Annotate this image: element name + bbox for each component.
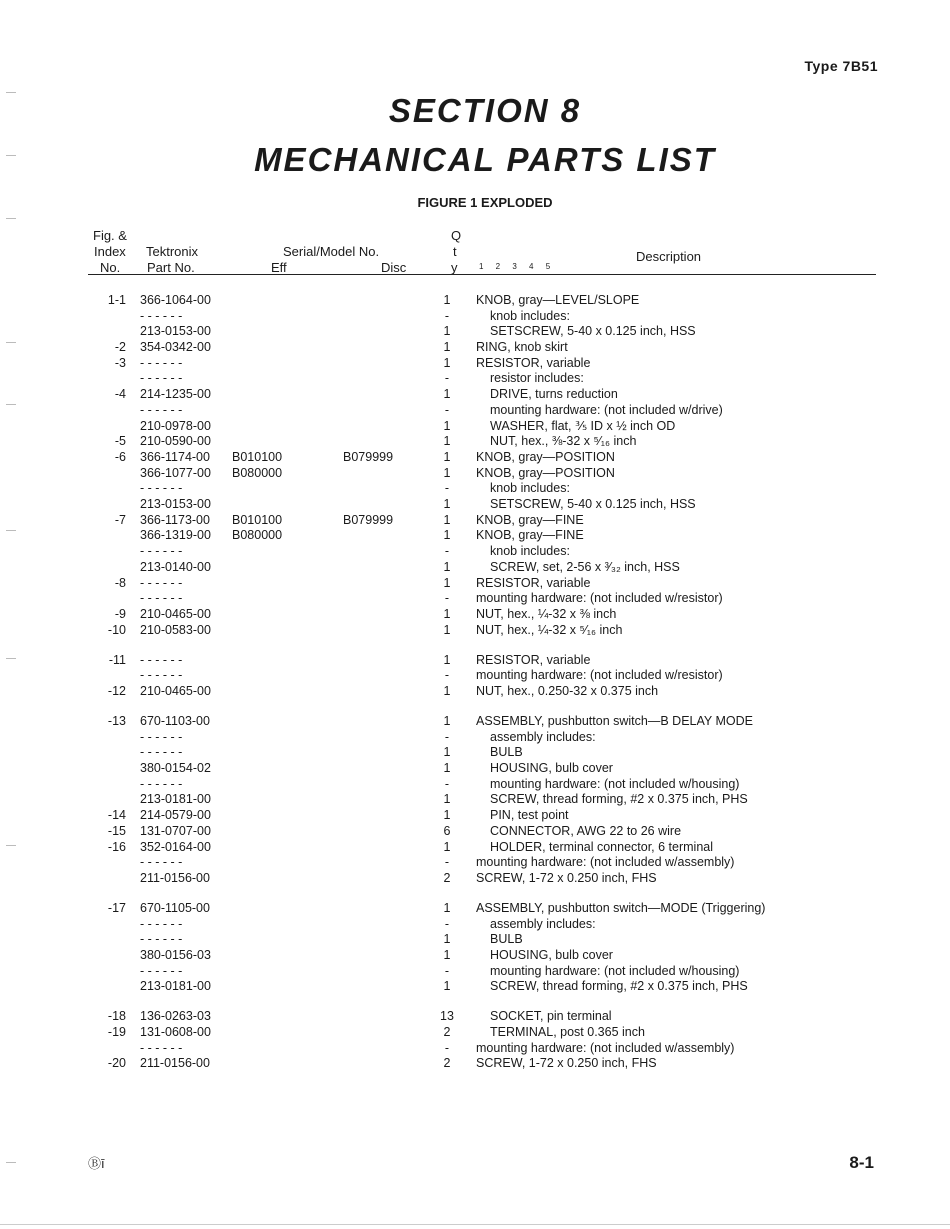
scan-edge-mark — [6, 658, 16, 659]
table-row — [0, 1008, 950, 1024]
scan-edge-mark — [6, 218, 16, 219]
table-row — [0, 1055, 950, 1071]
quantity-cell: 1 — [443, 653, 451, 667]
table-row — [0, 729, 950, 745]
description-cell: PIN, test point — [490, 808, 569, 822]
quantity-cell: - — [444, 403, 450, 417]
description-cell: mounting hardware: (not included w/resistor) — [476, 591, 723, 605]
table-row — [0, 870, 950, 886]
description-cell: knob includes: — [490, 544, 570, 558]
part-number-cell: - - - - - - — [140, 591, 183, 605]
table-row — [0, 916, 950, 932]
serial-disc-cell: B079999 — [343, 513, 394, 527]
serial-eff-cell: B010100 — [232, 450, 283, 464]
fig-index-cell: -19 — [107, 1025, 126, 1039]
description-cell: SCREW, thread forming, #2 x 0.375 inch, PHS — [490, 979, 748, 993]
quantity-cell: 1 — [443, 450, 451, 464]
part-number-cell: 210-0978-00 — [140, 419, 211, 433]
table-row — [0, 652, 950, 668]
serial-disc-cell: B079999 — [343, 450, 394, 464]
quantity-cell: - — [444, 544, 450, 558]
fig-index-cell: -20 — [107, 1056, 126, 1070]
quantity-cell: - — [444, 730, 450, 744]
col-eff: Eff — [271, 260, 287, 275]
table-row — [0, 931, 950, 947]
description-cell: KNOB, gray—POSITION — [476, 450, 615, 464]
quantity-cell: - — [444, 1041, 450, 1055]
table-row — [0, 512, 950, 528]
fig-index-cell: -2 — [114, 340, 126, 354]
description-cell: RESISTOR, variable — [476, 653, 591, 667]
part-number-cell: 213-0153-00 — [140, 497, 211, 511]
part-number-cell: 366-1173-00 — [140, 513, 210, 527]
document-type-label: Type 7B51 — [804, 58, 878, 74]
table-row — [0, 900, 950, 916]
table-row — [0, 667, 950, 683]
quantity-cell: 2 — [443, 871, 451, 885]
description-cell: SCREW, thread forming, #2 x 0.375 inch, PHS — [490, 792, 748, 806]
quantity-cell: - — [444, 371, 450, 385]
col-part-line2: Part No. — [147, 260, 195, 275]
description-cell: WASHER, flat, ⅗ ID x ½ inch OD — [490, 419, 676, 433]
description-cell: SETSCREW, 5-40 x 0.125 inch, HSS — [490, 497, 696, 511]
description-cell: BULB — [490, 745, 523, 759]
table-row — [0, 433, 950, 449]
quantity-cell: 2 — [443, 1056, 451, 1070]
figure-caption: FIGURE 1 EXPLODED — [417, 195, 553, 210]
scan-edge-mark — [6, 530, 16, 531]
fig-index-cell: -3 — [114, 356, 126, 370]
col-fig-line1: Fig. & — [93, 228, 127, 243]
scan-edge-mark — [6, 845, 16, 846]
table-row — [0, 854, 950, 870]
description-cell: KNOB, gray—FINE — [476, 513, 584, 527]
fig-index-cell: -15 — [107, 824, 126, 838]
quantity-cell: - — [444, 964, 450, 978]
part-number-cell: 211-0156-00 — [140, 871, 210, 885]
quantity-cell: 1 — [443, 901, 451, 915]
description-cell: NUT, hex., ¼-32 x ⅜ inch — [476, 607, 617, 621]
table-row — [0, 496, 950, 512]
part-number-cell: 380-0154-02 — [140, 761, 211, 775]
quantity-cell: 1 — [443, 684, 451, 698]
quantity-cell: 1 — [443, 808, 451, 822]
description-cell: ASSEMBLY, pushbutton switch—MODE (Triggering) — [476, 901, 766, 915]
description-cell: knob includes: — [490, 309, 570, 323]
quantity-cell: 6 — [443, 824, 451, 838]
fig-index-cell: -5 — [114, 434, 126, 448]
quantity-cell: 1 — [443, 979, 451, 993]
fig-index-cell: -11 — [108, 653, 126, 667]
part-number-cell: 214-1235-00 — [140, 387, 211, 401]
part-number-cell: 210-0465-00 — [140, 684, 211, 698]
description-cell: mounting hardware: (not included w/assembly) — [476, 855, 735, 869]
quantity-cell: 1 — [443, 513, 451, 527]
part-number-cell: - - - - - - — [140, 309, 183, 323]
description-cell: HOUSING, bulb cover — [490, 761, 613, 775]
scan-edge-mark — [6, 1162, 16, 1163]
table-row — [0, 418, 950, 434]
part-number-cell: 366-1174-00 — [140, 450, 210, 464]
part-number-cell: - - - - - - — [140, 855, 183, 869]
quantity-cell: 1 — [443, 324, 451, 338]
part-number-cell: 366-1319-00 — [140, 528, 211, 542]
part-number-cell: 366-1077-00 — [140, 466, 211, 480]
fig-index-cell: -16 — [107, 840, 126, 854]
table-row — [0, 590, 950, 606]
description-cell: KNOB, gray—POSITION — [476, 466, 615, 480]
fig-index-cell: -6 — [114, 450, 126, 464]
part-number-cell: - - - - - - — [140, 371, 183, 385]
table-row — [0, 465, 950, 481]
quantity-cell: 1 — [443, 745, 451, 759]
table-row — [0, 543, 950, 559]
part-number-cell: 211-0156-00 — [140, 1056, 210, 1070]
part-number-cell: 213-0181-00 — [140, 792, 211, 806]
part-number-cell: 213-0181-00 — [140, 979, 211, 993]
quantity-cell: 1 — [443, 497, 451, 511]
quantity-cell: - — [444, 309, 450, 323]
table-row — [0, 355, 950, 371]
table-row — [0, 339, 950, 355]
part-number-cell: - - - - - - — [140, 1041, 183, 1055]
quantity-cell: 1 — [443, 932, 451, 946]
page-bottom-edge — [0, 1224, 950, 1225]
table-row — [0, 323, 950, 339]
description-cell: SCREW, 1-72 x 0.250 inch, FHS — [476, 871, 657, 885]
part-number-cell: 670-1103-00 — [140, 714, 210, 728]
table-row — [0, 947, 950, 963]
table-row — [0, 559, 950, 575]
col-qty-line1: Q — [451, 228, 462, 243]
quantity-cell: 1 — [443, 356, 451, 370]
part-number-cell: 366-1064-00 — [140, 293, 211, 307]
fig-index-cell: -8 — [114, 576, 126, 590]
table-row — [0, 760, 950, 776]
part-number-cell: - - - - - - — [140, 403, 183, 417]
description-cell: NUT, hex., ¼-32 x ⁵⁄₁₆ inch — [476, 623, 623, 637]
table-row — [0, 606, 950, 622]
table-row — [0, 1040, 950, 1056]
col-serial-heading: Serial/Model No. — [283, 244, 380, 259]
section-heading: SECTION 8 — [388, 92, 582, 129]
part-number-cell: - - - - - - — [140, 932, 183, 946]
description-cell: mounting hardware: (not included w/assembly) — [476, 1041, 735, 1055]
table-row — [0, 713, 950, 729]
description-cell: mounting hardware: (not included w/resistor) — [476, 668, 723, 682]
quantity-cell: - — [444, 777, 450, 791]
scan-edge-mark — [6, 155, 16, 156]
quantity-cell: 1 — [443, 387, 451, 401]
fig-index-cell: 1-1 — [107, 293, 126, 307]
description-cell: SOCKET, pin terminal — [490, 1009, 612, 1023]
description-cell: KNOB, gray—LEVEL/SLOPE — [476, 293, 640, 307]
table-row — [0, 527, 950, 543]
table-row — [0, 776, 950, 792]
part-number-cell: - - - - - - — [140, 668, 183, 682]
table-row — [0, 823, 950, 839]
description-cell: SETSCREW, 5-40 x 0.125 inch, HSS — [490, 324, 696, 338]
part-number-cell: - - - - - - — [140, 356, 183, 370]
col-qty-line3: y — [451, 260, 458, 275]
table-row — [0, 839, 950, 855]
description-cell: knob includes: — [490, 481, 570, 495]
quantity-cell: 1 — [443, 840, 451, 854]
description-cell: RESISTOR, variable — [476, 576, 591, 590]
table-row — [0, 575, 950, 591]
description-cell: NUT, hex., 0.250-32 x 0.375 inch — [476, 684, 659, 698]
quantity-cell: 1 — [443, 761, 451, 775]
quantity-cell: 1 — [443, 293, 451, 307]
quantity-cell: 1 — [443, 528, 451, 542]
col-indent-digits: 1 2 3 4 5 — [479, 262, 556, 271]
part-number-cell: 214-0579-00 — [140, 808, 211, 822]
table-row — [0, 308, 950, 324]
fig-index-cell: -17 — [107, 901, 126, 915]
table-row — [0, 807, 950, 823]
quantity-cell: 1 — [443, 340, 451, 354]
description-cell: resistor includes: — [490, 371, 584, 385]
col-description: Description — [636, 249, 702, 264]
description-cell: DRIVE, turns reduction — [490, 387, 618, 401]
header-rule — [88, 274, 876, 275]
table-row — [0, 791, 950, 807]
part-number-cell: - - - - - - — [140, 544, 183, 558]
description-cell: assembly includes: — [490, 730, 596, 744]
fig-index-cell: -14 — [107, 808, 126, 822]
col-qty-line2: t — [453, 244, 457, 259]
scan-edge-mark — [6, 342, 16, 343]
quantity-cell: 1 — [443, 948, 451, 962]
page-number: 8-1 — [849, 1153, 874, 1172]
quantity-cell: 1 — [443, 434, 451, 448]
quantity-cell: - — [444, 917, 450, 931]
quantity-cell: 2 — [443, 1025, 451, 1039]
col-fig-line3: No. — [100, 260, 121, 275]
part-number-cell: - - - - - - — [140, 481, 183, 495]
description-cell: mounting hardware: (not included w/drive) — [490, 403, 723, 417]
part-number-cell: - - - - - - — [140, 653, 183, 667]
fig-index-cell: -18 — [107, 1009, 126, 1023]
fig-index-cell: -4 — [114, 387, 126, 401]
quantity-cell: 1 — [443, 607, 451, 621]
fig-index-cell: -13 — [107, 714, 126, 728]
part-number-cell: 131-0707-00 — [140, 824, 211, 838]
quantity-cell: 1 — [443, 623, 451, 637]
quantity-cell: 1 — [443, 714, 451, 728]
part-number-cell: 354-0342-00 — [140, 340, 211, 354]
table-row — [0, 622, 950, 638]
part-number-cell: - - - - - - — [140, 745, 183, 759]
scan-edge-mark — [6, 92, 16, 93]
col-disc: Disc — [381, 260, 407, 275]
description-cell: BULB — [490, 932, 523, 946]
fig-index-cell: -10 — [107, 623, 126, 637]
table-row — [0, 744, 950, 760]
part-number-cell: 213-0140-00 — [140, 560, 211, 574]
fig-index-cell: -9 — [114, 607, 126, 621]
quantity-cell: - — [444, 591, 450, 605]
table-row — [0, 402, 950, 418]
description-cell: ASSEMBLY, pushbutton switch—B DELAY MODE — [476, 714, 753, 728]
table-row — [0, 292, 950, 308]
table-row — [0, 480, 950, 496]
quantity-cell: 1 — [443, 792, 451, 806]
part-number-cell: 352-0164-00 — [140, 840, 211, 854]
table-row — [0, 1024, 950, 1040]
table-row — [0, 370, 950, 386]
part-number-cell: 213-0153-00 — [140, 324, 211, 338]
part-number-cell: 210-0583-00 — [140, 623, 211, 637]
serial-eff-cell: B010100 — [232, 513, 283, 527]
part-number-cell: - - - - - - — [140, 964, 183, 978]
description-cell: SCREW, 1-72 x 0.250 inch, FHS — [476, 1056, 657, 1070]
serial-eff-cell: B080000 — [232, 528, 283, 542]
quantity-cell: 1 — [443, 466, 451, 480]
description-cell: mounting hardware: (not included w/housing) — [490, 964, 740, 978]
description-cell: KNOB, gray—FINE — [476, 528, 584, 542]
part-number-cell: 131-0608-00 — [140, 1025, 211, 1039]
table-row — [0, 683, 950, 699]
description-cell: TERMINAL, post 0.365 inch — [490, 1025, 645, 1039]
part-number-cell: - - - - - - — [140, 576, 183, 590]
publisher-logo: Ⓑī — [88, 1156, 105, 1171]
table-row — [0, 386, 950, 402]
description-cell: NUT, hex., ⅜-32 x ⁵⁄₁₆ inch — [490, 434, 637, 448]
description-cell: SCREW, set, 2-56 x ³⁄₃₂ inch, HSS — [490, 560, 680, 574]
serial-eff-cell: B080000 — [232, 466, 283, 480]
description-cell: mounting hardware: (not included w/housing) — [490, 777, 740, 791]
table-row — [0, 963, 950, 979]
quantity-cell: 1 — [443, 560, 451, 574]
part-number-cell: 210-0465-00 — [140, 607, 211, 621]
part-number-cell: 136-0263-03 — [140, 1009, 211, 1023]
part-number-cell: - - - - - - — [140, 917, 183, 931]
col-fig-line2: Index — [94, 244, 126, 259]
quantity-cell: 1 — [443, 576, 451, 590]
fig-index-cell: -12 — [107, 684, 126, 698]
quantity-cell: - — [444, 668, 450, 682]
quantity-cell: 13 — [440, 1009, 454, 1023]
fig-index-cell: -7 — [114, 513, 126, 527]
description-cell: assembly includes: — [490, 917, 596, 931]
scan-edge-mark — [6, 404, 16, 405]
quantity-cell: 1 — [443, 419, 451, 433]
part-number-cell: 210-0590-00 — [140, 434, 211, 448]
part-number-cell: 380-0156-03 — [140, 948, 211, 962]
table-row — [0, 978, 950, 994]
part-number-cell: - - - - - - — [140, 730, 183, 744]
table-row — [0, 449, 950, 465]
quantity-cell: - — [444, 481, 450, 495]
description-cell: HOUSING, bulb cover — [490, 948, 613, 962]
description-cell: CONNECTOR, AWG 22 to 26 wire — [490, 824, 682, 838]
description-cell: RESISTOR, variable — [476, 356, 591, 370]
part-number-cell: - - - - - - — [140, 777, 183, 791]
description-cell: HOLDER, terminal connector, 6 terminal — [490, 840, 714, 854]
page-title: MECHANICAL PARTS LIST — [254, 141, 716, 178]
part-number-cell: 670-1105-00 — [140, 901, 210, 915]
col-part-line1: Tektronix — [146, 244, 199, 259]
quantity-cell: - — [444, 855, 450, 869]
description-cell: RING, knob skirt — [476, 340, 568, 354]
